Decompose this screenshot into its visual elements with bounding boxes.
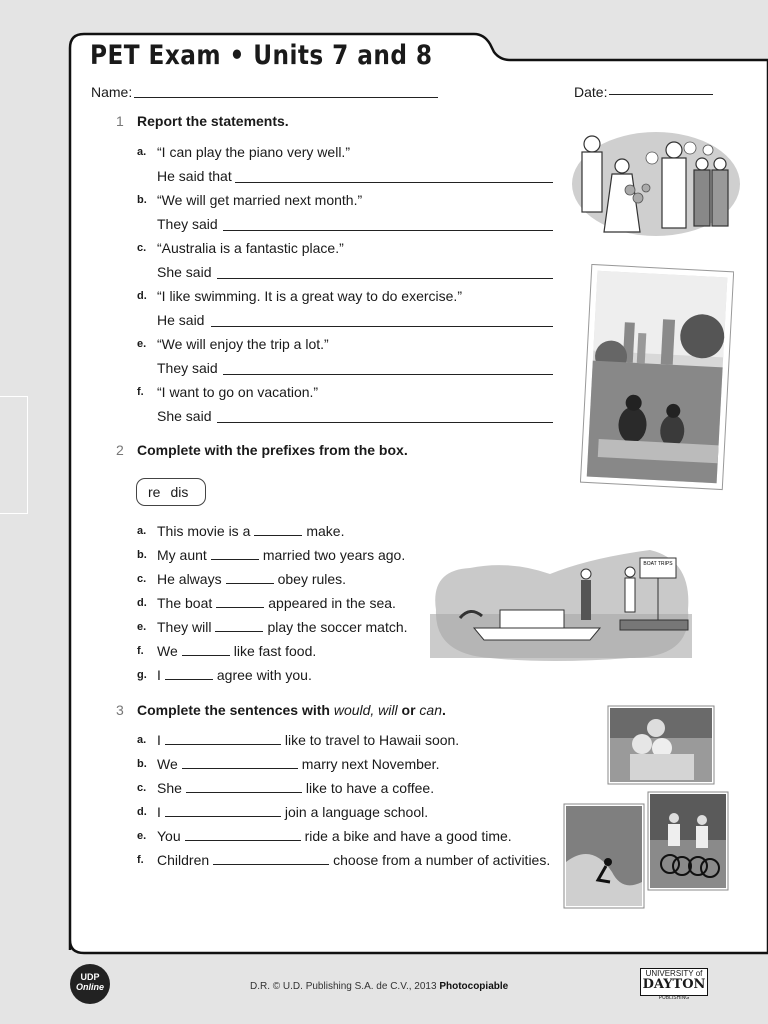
item-label: b. (137, 194, 147, 206)
sentence-end: marry next November. (301, 756, 440, 772)
item-label: f. (137, 854, 144, 866)
report-lead-text: He said that (157, 168, 232, 184)
item-label: c. (137, 573, 147, 585)
section-3-number: 3 (116, 702, 124, 718)
sentence-start: They will (157, 619, 212, 635)
section-3-instruction: Complete the sentences with would, will or can. (137, 702, 446, 718)
sentence-end: join a language school. (284, 804, 429, 820)
item-label: e. (137, 338, 147, 350)
sentence-end: ride a bike and have a good time. (304, 828, 512, 844)
sentence-row (157, 755, 439, 773)
section-2-instruction: Complete with the prefixes from the box. (137, 442, 408, 458)
blank-field[interactable] (165, 804, 281, 817)
report-lead-text: He said (157, 312, 205, 328)
university-of-dayton-logo: UNIVERSITY of DAYTON PUBLISHING (640, 968, 708, 996)
sentence-start: She (157, 780, 182, 796)
report-lead-text: They said (157, 216, 218, 232)
item-label: f. (137, 645, 144, 657)
prefix-word: re (148, 484, 161, 500)
prefix-box (136, 478, 206, 506)
sentence-row (157, 827, 512, 845)
boat-sign-text: BOAT TRIPS (643, 561, 673, 567)
sentence-end: like to travel to Hawaii soon. (284, 732, 460, 748)
item-label: e. (137, 830, 147, 842)
item-label: b. (137, 758, 147, 770)
answer-line[interactable] (217, 422, 553, 423)
sentence-row (157, 642, 316, 660)
sentence-row (157, 594, 396, 612)
sentence-end: like to have a coffee. (305, 780, 435, 796)
sentence-start: We (157, 643, 178, 659)
item-label: f. (137, 386, 144, 398)
sentence-end: make. (306, 523, 345, 539)
footer-copyright: D.R. © U.D. Publishing S.A. de C.V., 2013 Photocopiable (250, 981, 509, 992)
cycling-photo (646, 790, 730, 892)
sentence-end: play the soccer match. (267, 619, 408, 635)
sentence-start: We (157, 756, 178, 772)
sentence-start: I (157, 804, 161, 820)
sentence-start: You (157, 828, 181, 844)
answer-line[interactable] (217, 278, 553, 279)
side-tab-marker (0, 396, 28, 514)
item-label: c. (137, 782, 147, 794)
answer-line[interactable] (223, 374, 553, 375)
sentence-end: married two years ago. (262, 547, 406, 563)
blank-field[interactable] (216, 595, 264, 608)
blank-field[interactable] (211, 547, 259, 560)
item-label: c. (137, 242, 147, 254)
item-label: e. (137, 621, 147, 633)
quote-text: “I want to go on vacation.” (157, 384, 319, 400)
report-lead-text: They said (157, 360, 218, 376)
item-label: b. (137, 549, 147, 561)
sentence-start: I (157, 667, 161, 683)
sentence-start: I (157, 732, 161, 748)
quote-text: “We will enjoy the trip a lot.” (157, 336, 329, 352)
item-label: d. (137, 806, 147, 818)
report-lead-text: She said (157, 264, 212, 280)
quote-text: “I like swimming. It is a great way to do exercise.” (157, 288, 462, 304)
sentence-row (157, 522, 344, 540)
sentence-row (157, 851, 550, 869)
sentence-end: like fast food. (233, 643, 317, 659)
item-label: a. (137, 734, 147, 746)
blank-field[interactable] (182, 756, 298, 769)
sentence-start: He always (157, 571, 222, 587)
sentence-row (157, 803, 428, 821)
sentence-row (157, 546, 405, 564)
sentence-row (157, 666, 312, 684)
section-1-number: 1 (116, 113, 124, 129)
waterski-photo (562, 802, 646, 910)
section-2-number: 2 (116, 442, 124, 458)
blank-field[interactable] (213, 852, 329, 865)
udp-online-logo: UDP Online (70, 964, 110, 1004)
answer-line[interactable] (223, 230, 553, 231)
report-lead-text: She said (157, 408, 212, 424)
answer-line[interactable] (211, 326, 553, 327)
answer-line[interactable] (235, 182, 553, 183)
blank-field[interactable] (215, 619, 263, 632)
name-label: Name: (91, 84, 133, 100)
date-field[interactable] (609, 94, 713, 95)
boat-illustration (430, 540, 692, 664)
sentence-start: The boat (157, 595, 213, 611)
section-1-instruction: Report the statements. (137, 113, 289, 129)
item-label: d. (137, 597, 147, 609)
item-label: d. (137, 290, 147, 302)
name-field[interactable] (134, 97, 438, 98)
sentence-end: agree with you. (216, 667, 312, 683)
sentence-start: This movie is a (157, 523, 251, 539)
sentence-row (157, 731, 459, 749)
item-label: g. (137, 669, 147, 681)
quote-text: “Australia is a fantastic place.” (157, 240, 344, 256)
item-label: a. (137, 146, 147, 158)
sentence-end: appeared in the sea. (268, 595, 396, 611)
blank-field[interactable] (185, 828, 301, 841)
sentence-row (157, 618, 408, 636)
family-photo (606, 704, 716, 786)
sentence-start: Children (157, 852, 210, 868)
blank-field[interactable] (165, 667, 213, 680)
sentence-end: choose from a number of activities. (333, 852, 551, 868)
blank-field[interactable] (182, 643, 230, 656)
blank-field[interactable] (226, 571, 274, 584)
blank-field[interactable] (186, 780, 302, 793)
sentence-start: My aunt (157, 547, 207, 563)
quote-text: “We will get married next month.” (157, 192, 363, 208)
item-label: a. (137, 525, 147, 537)
blank-field[interactable] (165, 732, 281, 745)
sentence-row (157, 779, 434, 797)
date-label: Date: (574, 84, 608, 100)
sentence-end: obey rules. (277, 571, 347, 587)
quote-text: “I can play the piano very well.” (157, 144, 350, 160)
page-title: PET Exam • Units 7 and 8 (90, 40, 433, 71)
prefix-word: dis (170, 484, 189, 500)
wedding-illustration (570, 128, 742, 240)
sentence-row (157, 570, 346, 588)
park-photo (580, 264, 734, 492)
blank-field[interactable] (254, 523, 302, 536)
